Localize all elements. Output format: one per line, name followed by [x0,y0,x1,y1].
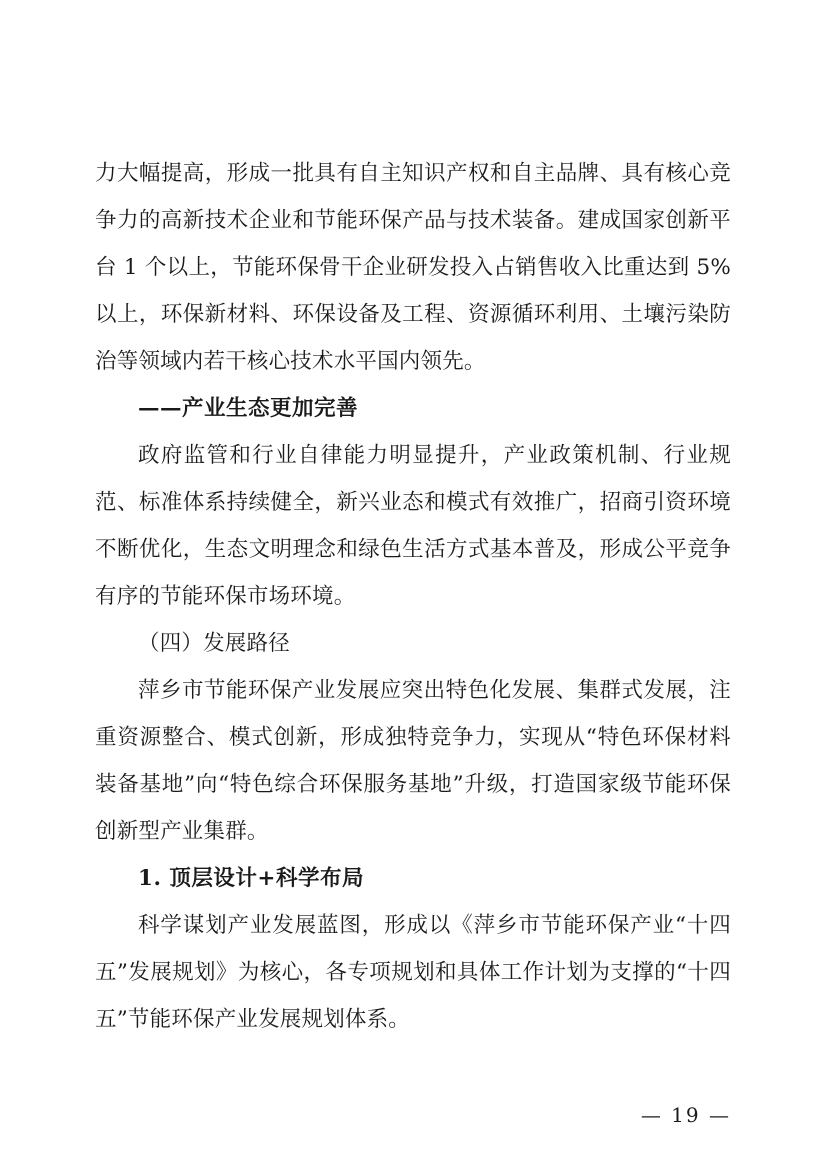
heading-section-four-development-path: （四）发展路径 [138,631,290,656]
heading-industry-ecology: ——产业生态更加完善 [138,396,359,421]
heading-top-level-design: 1. 顶层设计+科学布局 [138,866,364,891]
page-number: — 19 — [640,1103,731,1127]
paragraph-planning-blueprint: 科学谋划产业发展蓝图，形成以《萍乡市节能环保产业“十四五”发展规划》为核心，各专项规划和具体工作计划为支撑的“十四五”节能环保产业发展规划体系。 [95,913,731,1032]
paragraph-pingxiang-development-path: 萍乡市节能环保产业发展应突出特色化发展、集群式发展，注重资源整合、模式创新，形成独特竞争力，实现从“特色环保材料装备基地”向“特色综合环保服务基地”升级，打造国家级节能环保创新型产业集群。 [95,678,731,844]
document-body [95,150,731,1043]
paragraph-government-supervision: 政府监管和行业自律能力明显提升，产业政策机制、行业规范、标准体系持续健全，新兴业态和模式有效推广，招商引资环境不断优化，生态文明理念和绿色生活方式基本普及，形成公平竞争有序的节能环保市场环境。 [95,443,731,609]
paragraph-continued-text: 力大幅提高，形成一批具有自主知识产权和自主品牌、具有核心竞争力的高新技术企业和节能环保产品与技术装备。建成国家创新平台 1 个以上，节能环保骨干企业研发投入占销售收入比重达到 5%以上，环保新材料、环保设备及工程、资源循环利用、土壤污染防治等领域内若干核心技术水平国内领先。 [95,161,731,374]
